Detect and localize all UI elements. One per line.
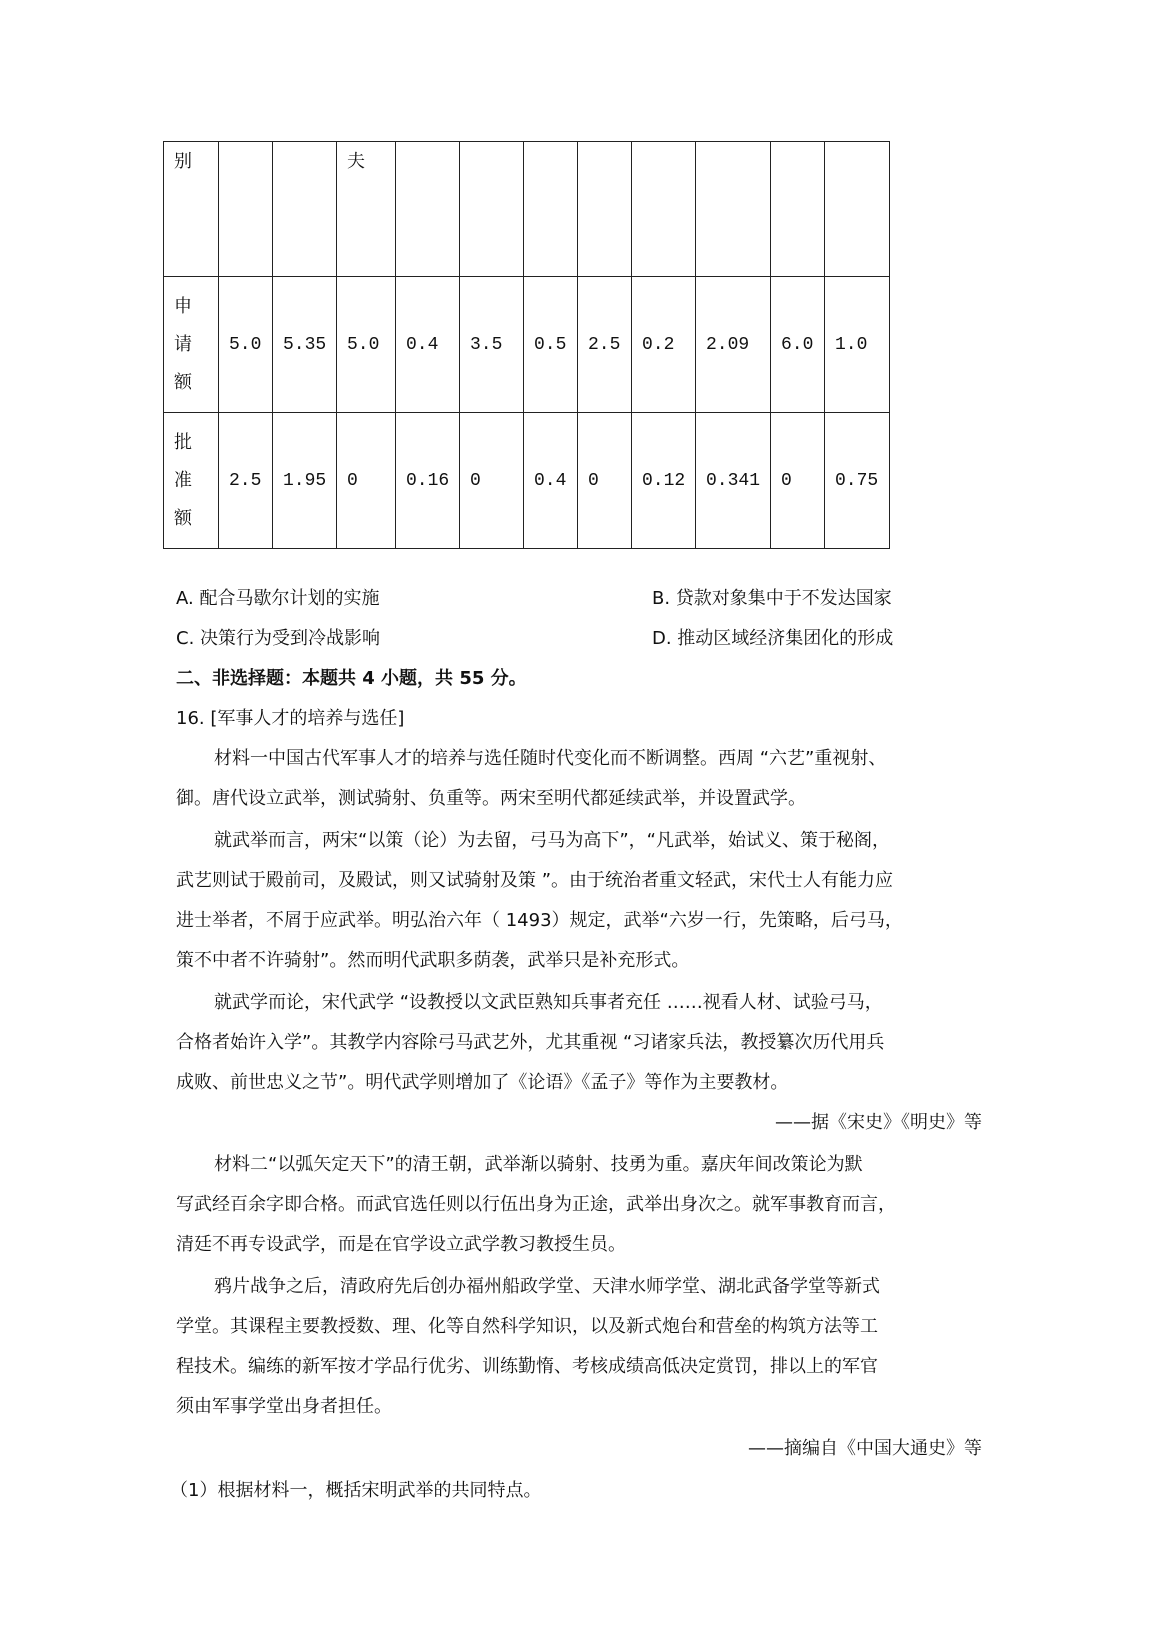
table-cell: 1.0 bbox=[825, 277, 890, 413]
paragraph-line: 学堂。其课程主要教授数、理、化等自然科学知识，以及新式炮台和营垒的构筑方法等工 bbox=[176, 1316, 878, 1337]
table-cell: 0 bbox=[578, 413, 632, 549]
table-cell: 0 bbox=[337, 413, 396, 549]
paragraph-line: 成败、前世忠义之节”。明代武学则增加了《论语》《孟子》等作为主要教材。 bbox=[176, 1072, 789, 1093]
option-b: B. 贷款对象集中于不发达国家 bbox=[652, 588, 892, 609]
table-cell bbox=[578, 142, 632, 277]
paragraph-line: 策不中者不许骑射”。然而明代武职多荫袭，武举只是补充形式。 bbox=[176, 950, 690, 971]
table-row bbox=[164, 277, 890, 413]
row-header-text: 申请额 bbox=[174, 295, 192, 393]
paragraph-line: 合格者始许入学”。其教学内容除弓马武艺外，尤其重视 “习诸家兵法，教授纂次历代用兵 bbox=[176, 1032, 885, 1053]
table-cell: 1.95 bbox=[273, 413, 337, 549]
paragraph-line: 御。唐代设立武举，测试骑射、负重等。两宋至明代都延续武举，并设置武学。 bbox=[176, 788, 806, 809]
table-cell bbox=[696, 142, 771, 277]
source-citation: ——据《宋史》《明史》等 bbox=[775, 1112, 982, 1133]
loan-table bbox=[163, 141, 890, 549]
source-citation: ——摘编自《中国大通史》等 bbox=[748, 1438, 982, 1459]
option-a: A. 配合马歇尔计划的实施 bbox=[176, 588, 380, 609]
paragraph-line: 材料二“以弧矢定天下”的清王朝，武举渐以骑射、技勇为重。嘉庆年间改策论为默 bbox=[214, 1154, 863, 1175]
table-cell: 5.0 bbox=[219, 277, 273, 413]
table-cell bbox=[524, 142, 578, 277]
table-cell bbox=[771, 142, 825, 277]
row-header: 别 bbox=[164, 142, 219, 277]
table-cell: 5.0 bbox=[337, 277, 396, 413]
table-row bbox=[164, 413, 890, 549]
table-cell: 0.4 bbox=[396, 277, 460, 413]
table-cell: 0.12 bbox=[632, 413, 696, 549]
table-cell: 0 bbox=[771, 413, 825, 549]
paragraph-line: 就武学而论，宋代武学 “设教授以文武臣熟知兵事者充任 ……视看人材、试验弓马， bbox=[214, 992, 883, 1013]
table-cell: 0.2 bbox=[632, 277, 696, 413]
table-cell bbox=[632, 142, 696, 277]
paragraph-line: 武艺则试于殿前司，及殿试，则又试骑射及策 ”。由于统治者重文轻武，宋代士人有能力应 bbox=[176, 870, 894, 891]
paragraph-line: 进士举者，不屑于应武举。明弘治六年（ 1493）规定，武举“六岁一行，先策略，后弓马， bbox=[176, 910, 903, 931]
paragraph-line: 清廷不再专设武学，而是在官学设立武学教习教授生员。 bbox=[176, 1234, 626, 1255]
table-cell: 2.09 bbox=[696, 277, 771, 413]
paragraph-line: 程技术。编练的新军按才学品行优劣、训练勤惰、考核成绩高低决定赏罚，排以上的军官 bbox=[176, 1356, 878, 1377]
row-header bbox=[164, 413, 219, 549]
table-cell: 夫 bbox=[337, 142, 396, 277]
table-cell: 0.16 bbox=[396, 413, 460, 549]
table-cell: 0.4 bbox=[524, 413, 578, 549]
row-header-text: 批准额 bbox=[174, 431, 192, 529]
question-title: 16. [军事人才的培养与选任] bbox=[176, 708, 405, 729]
table-cell: 2.5 bbox=[219, 413, 273, 549]
paragraph-line: 就武举而言，两宋“以策（论）为去留，弓马为高下”，“凡武举，始试义、策于秘阁， bbox=[214, 830, 890, 851]
table-cell: 0.75 bbox=[825, 413, 890, 549]
row-header bbox=[164, 277, 219, 413]
table-cell bbox=[396, 142, 460, 277]
table-cell: 0.5 bbox=[524, 277, 578, 413]
table-row bbox=[164, 142, 890, 277]
table-cell: 3.5 bbox=[460, 277, 524, 413]
section-heading: 二、非选择题：本题共 4 小题，共 55 分。 bbox=[176, 668, 527, 689]
table-cell bbox=[460, 142, 524, 277]
option-d: D. 推动区域经济集团化的形成 bbox=[652, 628, 894, 649]
table-cell bbox=[219, 142, 273, 277]
option-c: C. 决策行为受到冷战影响 bbox=[176, 628, 381, 649]
table-cell: 5.35 bbox=[273, 277, 337, 413]
table-cell: 2.5 bbox=[578, 277, 632, 413]
table-cell bbox=[825, 142, 890, 277]
sub-question: （1）根据材料一，概括宋明武举的共同特点。 bbox=[170, 1480, 542, 1501]
paragraph-line: 写武经百余字即合格。而武官选任则以行伍出身为正途，武举出身次之。就军事教育而言， bbox=[176, 1194, 896, 1215]
paragraph-line: 材料一中国古代军事人才的培养与选任随时代变化而不断调整。西周 “六艺”重视射、 bbox=[214, 748, 887, 769]
table-cell: 0.341 bbox=[696, 413, 771, 549]
table-cell bbox=[273, 142, 337, 277]
table-cell: 0 bbox=[460, 413, 524, 549]
table-cell: 6.0 bbox=[771, 277, 825, 413]
paragraph-line: 须由军事学堂出身者担任。 bbox=[176, 1396, 392, 1417]
paragraph-line: 鸦片战争之后，清政府先后创办福州船政学堂、天津水师学堂、湖北武备学堂等新式 bbox=[214, 1276, 880, 1297]
